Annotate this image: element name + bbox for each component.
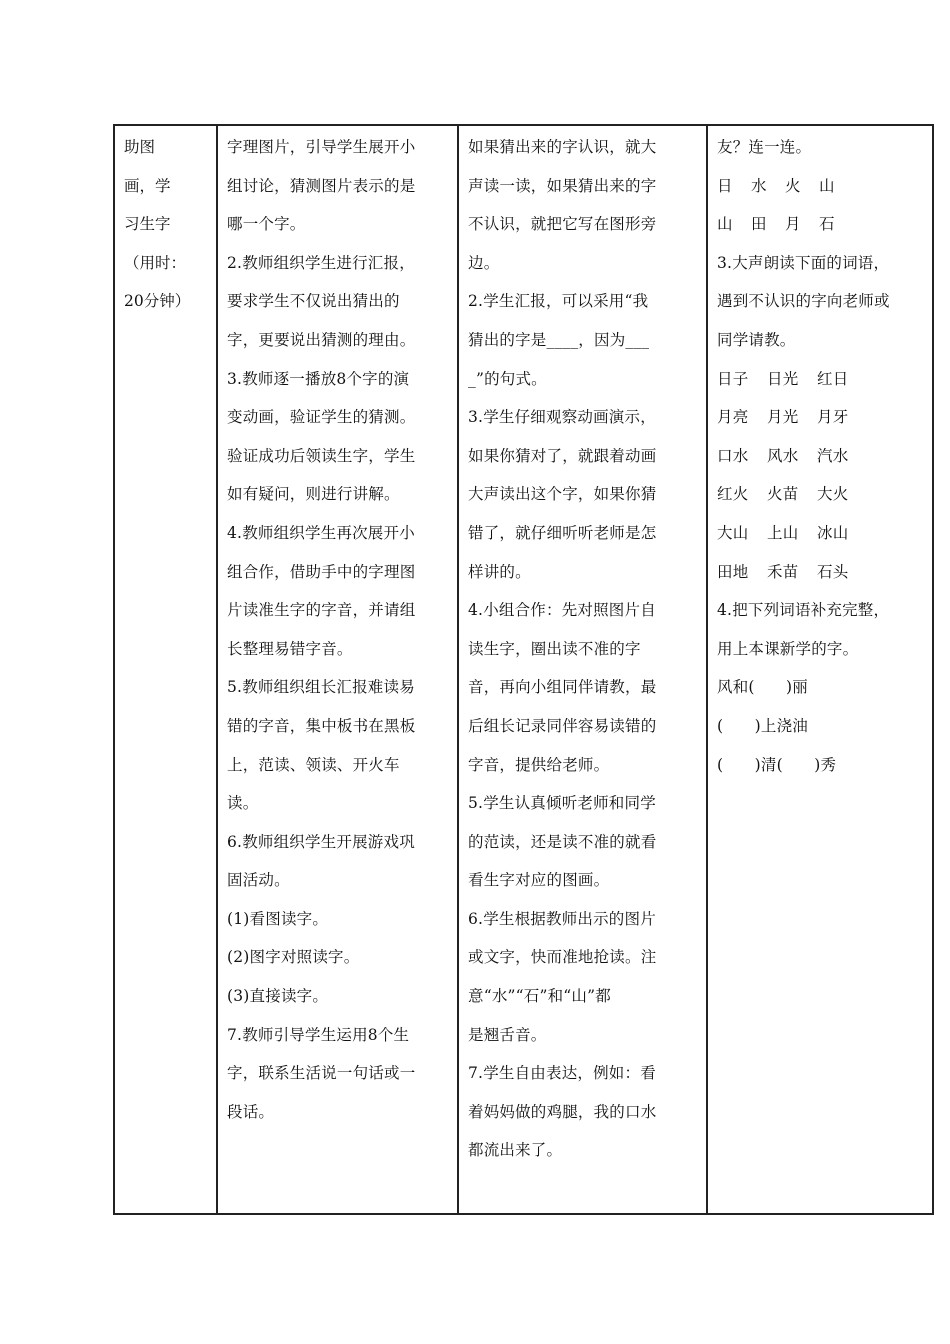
match-char: 日 [717,176,733,195]
stage-line: （用时： [124,253,187,272]
stage-line: 画，学 [124,176,171,195]
stage-cell [114,125,217,1214]
word: 大火 [817,485,849,504]
word-row [717,398,924,437]
match-char: 火 [785,176,801,195]
student-line: 的范读，还是读不准的就看 [468,832,657,851]
word: 红日 [817,369,849,388]
student-line: 着妈妈做的鸡腿，我的口水 [468,1102,657,1121]
student-line: 是翘舌音。 [468,1025,547,1044]
fill-blank-line: ( )上浇油 [717,716,808,735]
word-row [717,553,924,592]
word-row [717,514,924,553]
match-char: 月 [785,215,801,234]
teacher-line: (3)直接读字。 [227,987,329,1006]
teacher-line: 组讨论，猜测图片表示的是 [227,176,416,195]
student-line: 读生字，圈出读不准的字 [468,639,641,658]
word: 冰山 [817,523,849,542]
match-char: 山 [819,176,835,195]
student-line: 或文字，快而准地抢读。注 [468,948,657,967]
stage-line: 20分钟） [124,292,191,311]
fill-blank-line: 风和( )丽 [717,678,808,697]
question-3-line: 同学请教。 [717,330,796,349]
fill-blank-line: ( )清( )秀 [717,755,837,774]
teacher-line: 字，更要说出猜测的理由。 [227,330,416,349]
student-line: 边。 [468,253,500,272]
question-4-line: 4.把下列词语补充完整， [717,601,890,620]
match-char: 山 [717,215,733,234]
word-row [717,360,924,399]
student-line: 错了，就仔细听听老师是怎 [468,523,657,542]
question-4-line: 用上本课新学的字。 [717,639,859,658]
word: 日光 [767,369,799,388]
teacher-line: 变动画，验证学生的猜测。 [227,408,416,427]
teacher-line: 段话。 [227,1102,275,1121]
teacher-line: 组合作，借助手中的字理图 [227,562,416,581]
teacher-line: 读。 [227,794,259,813]
teacher-line: 3.教师逐一播放8个字的演 [227,369,410,388]
student-line: 2.学生汇报，可以采用“我 [468,292,649,311]
student-line: 如果你猜对了，就跟着动画 [468,446,657,465]
student-line: 大声读出这个字，如果你猜 [468,485,657,504]
word: 月亮 [717,408,749,427]
exercise-cell [707,125,933,1214]
word: 红火 [717,485,749,504]
student-line: 7.学生自由表达，例如：看 [468,1064,656,1083]
student-line: 4.小组合作：先对照图片自 [468,601,656,620]
student-line: 看生字对应的图画。 [468,871,610,890]
student-line: 字音，提供给老师。 [468,755,610,774]
word: 风水 [767,446,799,465]
student-line: 3.学生仔细观察动画演示， [468,408,656,427]
teacher-line: 片读准生字的字音，并请组 [227,601,416,620]
student-line: 不认识，就把它写在图形旁 [468,215,657,234]
teacher-line: (1)看图读字。 [227,909,329,928]
student-line: 声读一读，如果猜出来的字 [468,176,657,195]
lesson-plan-table [113,124,934,1215]
teacher-line: 验证成功后领读生字，学生 [227,446,416,465]
student-line: 音，再向小组同伴请教，最 [468,678,657,697]
stage-line: 助图 [124,138,156,156]
question-3-line: 3.大声朗读下面的词语， [717,253,890,272]
student-line: 后组长记录同伴容易读错的 [468,716,657,735]
match-char: 水 [751,176,767,195]
student-line: 6.学生根据教师出示的图片 [468,909,656,928]
word: 火苗 [767,485,799,504]
word: 田地 [717,562,749,581]
student-line: 猜出的字是____，因为___ [468,330,650,349]
word-row [717,437,924,476]
word: 日子 [717,369,749,388]
match-char: 田 [751,215,767,234]
teacher-line: 长整理易错字音。 [227,639,353,658]
student-line: _”的句式。 [468,369,547,388]
exercise-intro: 友？连一连。 [717,138,812,156]
teacher-line: 字，联系生活说一句话或一 [227,1064,416,1083]
teacher-line: 哪一个字。 [227,215,306,234]
word: 石头 [817,562,849,581]
word: 上山 [767,523,799,542]
stage-line: 习生字 [124,215,171,234]
teacher-line: (2)图字对照读字。 [227,948,360,967]
match-char: 石 [819,215,835,234]
word: 汽水 [817,446,849,465]
teacher-line: 如有疑问，则进行讲解。 [227,485,400,504]
student-line: 5.学生认真倾听老师和同学 [468,794,656,813]
student-activity-cell [458,125,707,1214]
word: 口水 [717,446,749,465]
teacher-line: 要求学生不仅说出猜出的 [227,292,400,311]
student-line: 意“水”“石”和“山”都 [468,987,611,1006]
teacher-line: 5.教师组织组长汇报难读易 [227,678,415,697]
table-row [114,125,933,1214]
student-line: 如果猜出来的字认识，就大 [468,138,657,156]
word: 禾苗 [767,562,799,581]
teacher-line: 4.教师组织学生再次展开小 [227,523,415,542]
question-3-line: 遇到不认识的字向老师或 [717,292,890,311]
teacher-line: 6.教师组织学生开展游戏巩 [227,832,415,851]
teacher-line: 字理图片，引导学生展开小 [227,138,416,156]
word-row [717,475,924,514]
student-line: 都流出来了。 [468,1141,563,1160]
word: 月光 [767,408,799,427]
match-row [717,205,924,244]
student-line: 样讲的。 [468,562,531,581]
teacher-line: 错的字音，集中板书在黑板 [227,716,416,735]
word: 月牙 [817,408,849,427]
match-row [717,167,924,206]
teacher-line: 上，范读、领读、开火车 [227,755,400,774]
teacher-line: 7.教师引导学生运用8个生 [227,1025,410,1044]
teacher-line: 2.教师组织学生进行汇报， [227,253,415,272]
word: 大山 [717,523,749,542]
teacher-activity-cell [217,125,458,1214]
teacher-line: 固活动。 [227,871,290,890]
